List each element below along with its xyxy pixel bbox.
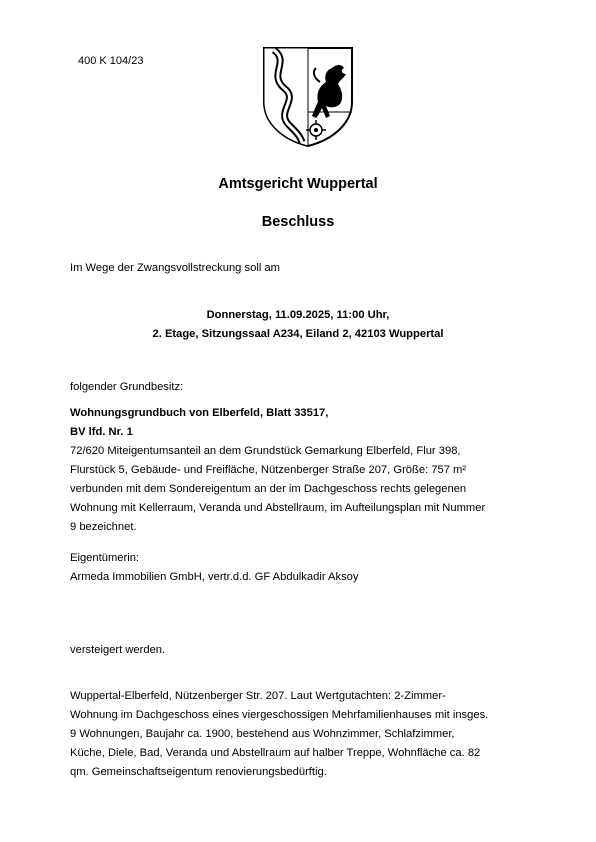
description-line: Küche, Diele, Bad, Veranda und Abstellraum auf halber Treppe, Wohnfläche ca. 82 (70, 747, 481, 759)
bv-number: BV lfd. Nr. 1 (70, 426, 133, 438)
grundbesitz-line: 72/620 Miteigentumsanteil an dem Grundstück Gemarkung Elberfeld, Flur 398, (70, 445, 461, 457)
description-line: Wuppertal-Elberfeld, Nützenberger Str. 207. Laut Wertgutachten: 2-Zimmer- (70, 690, 446, 702)
description-line: qm. Gemeinschaftseigentum renovierungsbedürftig. (70, 766, 327, 778)
owner-label: Eigentümerin: (70, 552, 140, 564)
grundbesitz-line: 9 bezeichnet. (70, 521, 137, 533)
court-name: Amtsgericht Wuppertal (218, 176, 378, 192)
grundbesitz-line: Wohnung mit Kellerraum, Veranda und Abstellraum, im Aufteilungsplan mit Nummer (70, 502, 486, 514)
description-line: Wohnung im Dachgeschoss eines viergeschossigen Mehrfamilienhauses mit insges. (70, 709, 489, 721)
owner-name: Armeda Immobilien GmbH, vertr.d.d. GF Abdulkadir Aksoy (70, 571, 359, 583)
termin-location: 2. Etage, Sitzungssaal A234, Eiland 2, 42103 Wuppertal (152, 328, 444, 340)
grundbesitz-line: Flurstück 5, Gebäude- und Freifläche, Nützenberger Straße 207, Größe: 757 m² (70, 464, 467, 476)
case-number: 400 K 104/23 (78, 55, 144, 67)
grundbuch-reference: Wohnungsgrundbuch von Elberfeld, Blatt 33517, (70, 407, 329, 419)
versteigert-text: versteigert werden. (70, 644, 166, 656)
description-line: 9 Wohnungen, Baujahr ca. 1900, bestehend aus Wohnzimmer, Schlafzimmer, (70, 728, 455, 740)
termin-datetime: Donnerstag, 11.09.2025, 11:00 Uhr, (206, 309, 390, 321)
nrw-coat-of-arms-icon (260, 42, 356, 150)
property-description (70, 687, 540, 782)
grundbesitz-line: verbunden mit dem Sondereigentum an der im Dachgeschoss rechts gelegenen (70, 483, 467, 495)
grundbesitz-label: folgender Grundbesitz: (70, 381, 184, 393)
grundbesitz-block (70, 404, 540, 537)
intro-text: Im Wege der Zwangsvollstreckung soll am (70, 262, 280, 274)
document-type: Beschluss (261, 214, 335, 230)
